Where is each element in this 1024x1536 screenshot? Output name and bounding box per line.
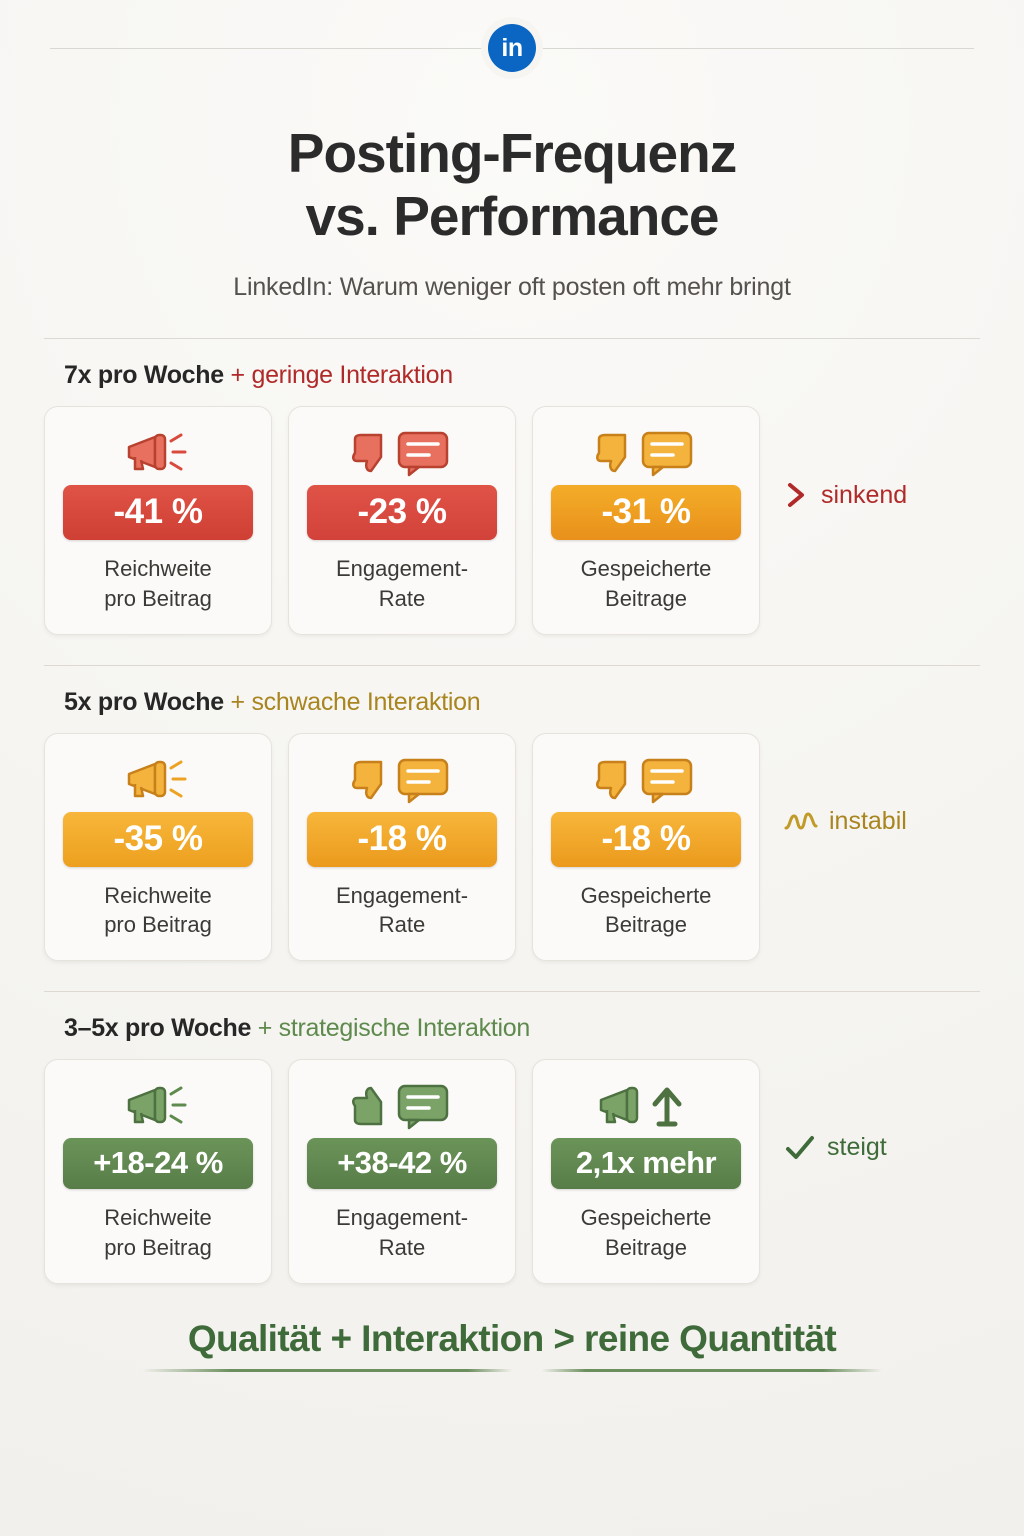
- metric-card: [44, 733, 272, 961]
- cards-row: [44, 406, 980, 634]
- metric-value: -35 %: [63, 812, 253, 867]
- footer-statement: Qualität + Interaktion > reine Quantität: [187, 1317, 837, 1359]
- group-frequency-label: 5x pro Woche: [64, 687, 224, 716]
- chevron-right-icon: [784, 480, 810, 510]
- group-frequency-label: 3–5x pro Woche: [64, 1014, 252, 1043]
- metric-value: -23 %: [307, 485, 497, 540]
- trend-label: sinkend: [821, 480, 908, 509]
- page-title: [44, 122, 980, 247]
- metric-label: Gespeicherte Beitrage: [580, 556, 712, 612]
- group-frequency-label: 7x pro Woche: [64, 361, 224, 390]
- group-heading: [64, 1014, 980, 1043]
- metric-label: Engagement- Rate: [335, 882, 469, 938]
- thumbsdown-comment-orange-icon: [545, 750, 747, 808]
- metric-card: [44, 406, 272, 634]
- metric-value: -41 %: [63, 485, 253, 540]
- metric-label: Reichweite pro Beitrag: [104, 1205, 212, 1260]
- thumbsdown-comment-red-icon: [301, 423, 503, 481]
- trend-indicator: [776, 1059, 887, 1162]
- metric-value: -18 %: [551, 812, 741, 867]
- group-7x: [44, 339, 980, 634]
- trend-indicator: [776, 733, 907, 836]
- metric-value: -18 %: [307, 812, 497, 867]
- group-qualifier-label: + schwache Interaktion: [230, 687, 481, 716]
- metric-label: Engagement- Rate: [335, 1205, 469, 1260]
- title-line-1: Posting-Frequenz: [287, 122, 737, 184]
- group-3-5x: [44, 992, 980, 1283]
- group-heading: [64, 361, 980, 390]
- title-line-2: vs. Performance: [305, 184, 719, 247]
- cards-row: [44, 733, 980, 961]
- metric-label: Reichweite pro Beitrag: [104, 882, 212, 938]
- group-heading: [64, 688, 980, 717]
- group-qualifier-label: + geringe Interaktion: [230, 361, 453, 390]
- cards-row: [44, 1059, 980, 1283]
- metric-label: Gespeicherte Beitrage: [580, 882, 712, 938]
- wave-icon: [784, 808, 818, 834]
- metric-label: Gespeicherte Beitrage: [580, 1205, 712, 1260]
- thumbsdown-comment-orange-icon: [301, 750, 503, 808]
- footer-underline: [142, 1369, 882, 1372]
- trend-label: steigt: [827, 1133, 887, 1162]
- linkedin-logo-icon: in: [488, 24, 536, 72]
- megaphone-red-icon: [57, 423, 259, 481]
- thumbsdown-comment-orange-icon: [545, 423, 747, 481]
- metric-card: [532, 406, 760, 634]
- metric-value: +38-42 %: [307, 1138, 497, 1189]
- metric-value: -31 %: [551, 485, 741, 540]
- metric-card: [288, 733, 516, 961]
- check-icon: [784, 1134, 816, 1162]
- megaphone-orange-icon: [57, 750, 259, 808]
- trend-label: instabil: [829, 806, 907, 835]
- megaphone-arrow-up-green-icon: [545, 1076, 747, 1134]
- metric-card: [532, 1059, 760, 1283]
- metric-value: +18-24 %: [63, 1138, 253, 1189]
- metric-card: [288, 1059, 516, 1283]
- metric-label: Engagement- Rate: [335, 556, 469, 612]
- page-subtitle: LinkedIn: Warum weniger oft posten oft mehr bringt: [233, 273, 791, 302]
- metric-label: Reichweite pro Beitrag: [104, 556, 212, 612]
- group-qualifier-label: + strategische Interaktion: [257, 1014, 530, 1043]
- metric-card: [288, 406, 516, 634]
- brand-row: [44, 0, 980, 96]
- trend-indicator: [776, 406, 907, 510]
- thumbsup-comment-green-icon: [301, 1076, 503, 1134]
- metric-card: [532, 733, 760, 961]
- megaphone-green-icon: [57, 1076, 259, 1134]
- group-5x: [44, 666, 980, 961]
- metric-value: 2,1x mehr: [551, 1138, 741, 1189]
- metric-card: [44, 1059, 272, 1283]
- footer: [44, 1318, 980, 1372]
